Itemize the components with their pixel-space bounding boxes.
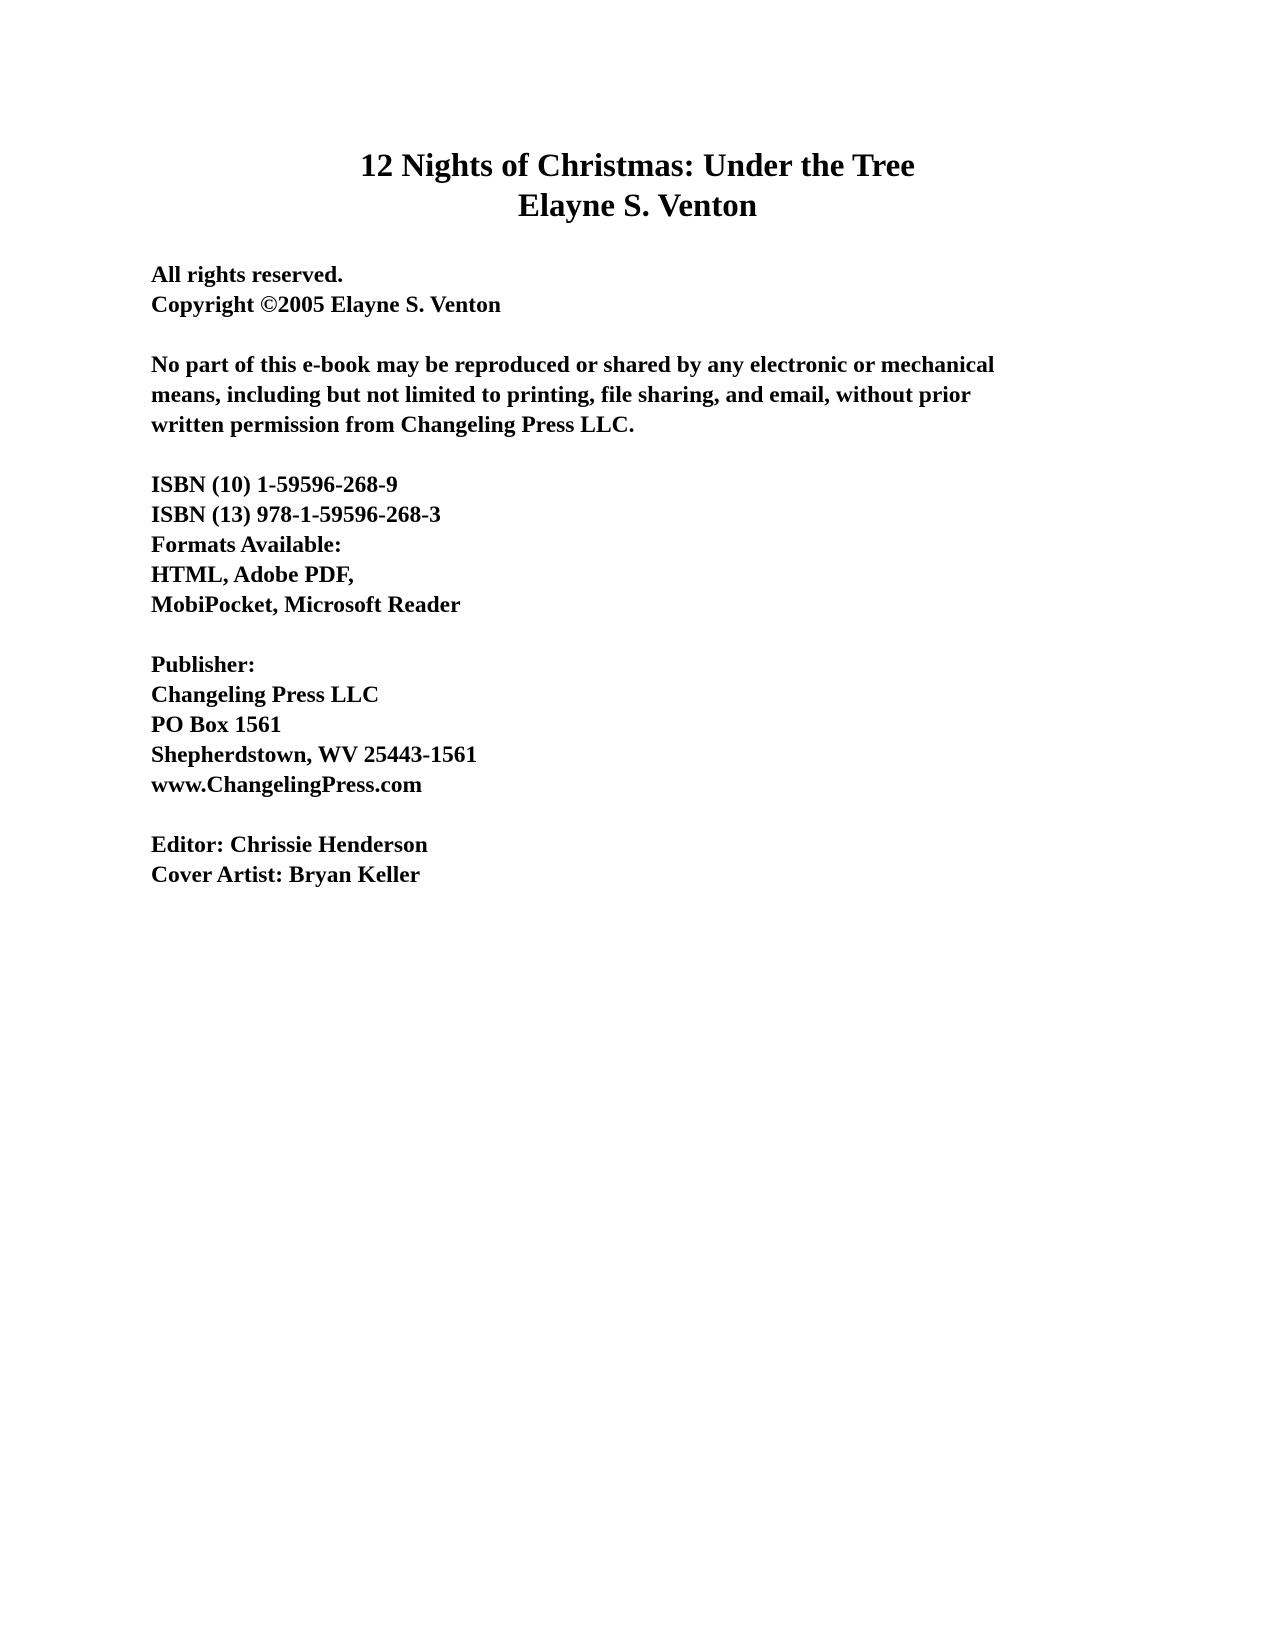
credits-section	[151, 830, 1131, 890]
publisher-name: Changeling Press LLC	[151, 682, 380, 708]
formats-label: Formats Available:	[151, 532, 342, 558]
publisher-label: Publisher:	[151, 652, 256, 678]
book-author: Elayne S. Venton	[517, 188, 758, 224]
rights-reserved: All rights reserved.	[151, 262, 344, 288]
editor-credit: Editor: Chrissie Henderson	[151, 832, 428, 858]
rights-section	[151, 260, 1131, 320]
isbn-13: ISBN (13) 978-1-59596-268-3	[151, 502, 441, 528]
publisher-website: www.ChangelingPress.com	[151, 772, 423, 798]
publisher-section	[151, 650, 1131, 800]
publisher-city: Shepherdstown, WV 25443-1561	[151, 742, 478, 768]
notice-line-1: No part of this e-book may be reproduced or shared by any electronic or mechanical	[151, 352, 995, 378]
book-title: 12 Nights of Christmas: Under the Tree	[360, 148, 915, 184]
copyright-line: Copyright ©2005 Elayne S. Venton	[151, 292, 501, 318]
notice-line-2: means, including but not limited to printing, file sharing, and email, without prior	[151, 382, 971, 408]
title-block	[0, 146, 1275, 226]
publisher-box: PO Box 1561	[151, 712, 282, 738]
notice-section	[151, 350, 1131, 440]
notice-line-3: written permission from Changeling Press LLC.	[151, 412, 635, 438]
copyright-body	[151, 260, 1131, 920]
cover-artist-credit: Cover Artist: Bryan Keller	[151, 862, 421, 888]
isbn-section	[151, 470, 1131, 620]
isbn-10: ISBN (10) 1-59596-268-9	[151, 472, 398, 498]
formats-line-2: MobiPocket, Microsoft Reader	[151, 592, 461, 618]
formats-line-1: HTML, Adobe PDF,	[151, 562, 354, 588]
